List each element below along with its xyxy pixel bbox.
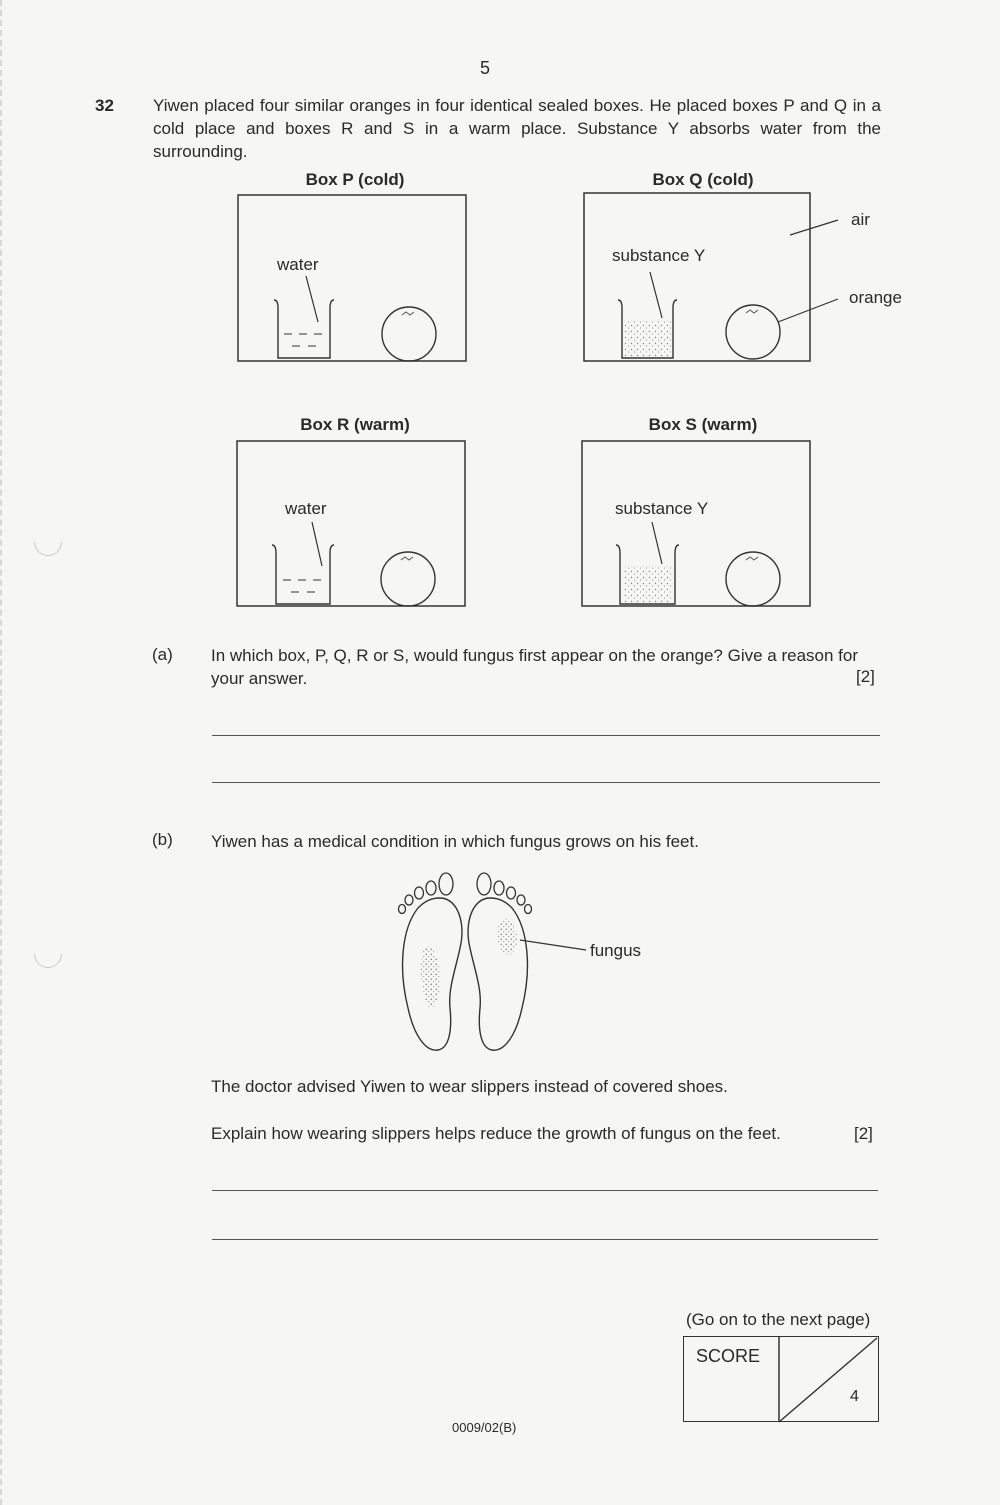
orange-icon [382,307,436,361]
box-p [238,195,466,361]
go-on-note: (Go on to the next page) [686,1310,871,1329]
answer-line[interactable] [212,782,880,783]
part-b-task: Explain how wearing slippers helps reduce the growth of fungus on the feet. [211,1124,781,1143]
beaker-water-icon [274,300,334,358]
orange-icon [381,552,435,606]
boxes-diagram [0,0,1000,640]
box-p-beaker-label: water [277,255,319,274]
box-r [237,441,465,606]
beaker-substance-y-icon [618,300,677,358]
part-a-letter: (a) [152,645,173,664]
box-s [582,441,810,606]
answer-line[interactable] [212,1190,878,1191]
air-label: air [851,210,870,229]
beaker-water-icon [272,545,334,604]
box-r-beaker-label: water [285,499,327,518]
box-q-beaker-label: substance Y [612,246,706,265]
orange-label: orange [849,288,902,307]
punch-hole [28,934,68,974]
part-a-question: In which box, P, Q, R or S, would fungus first appear on the orange? Give a reason for your answer. [211,646,858,688]
answer-line[interactable] [212,735,880,736]
right-foot-icon [468,873,531,1050]
box-s-beaker-label: substance Y [615,499,709,518]
question-stem: Yiwen placed four similar oranges in four identical sealed boxes. He placed boxes P and Q in a cold place and boxes R and S in a warm place. Substance Y absorbs water from the surrounding. [153,96,881,161]
orange-icon [726,552,780,606]
score-value: 4 [850,1388,859,1405]
box-s-title: Box S (warm) [648,415,758,434]
part-b-advice: The doctor advised Yiwen to wear slippers instead of covered shoes. [211,1077,728,1096]
page-number: 5 [480,58,491,78]
fungus-label: fungus [590,941,642,960]
score-label: SCORE [696,1346,761,1366]
paper-code: 0009/02(B) [452,1420,517,1435]
left-foot-icon [399,873,462,1050]
orange-icon [726,305,780,359]
answer-line[interactable] [212,1239,878,1240]
box-p-title: Box P (cold) [305,170,405,189]
beaker-substance-y-icon [616,545,679,604]
question-number: 32 [95,96,114,115]
part-b-intro: Yiwen has a medical condition in which fungus grows on his feet. [211,832,699,851]
feet-diagram [380,868,680,1058]
box-r-title: Box R (warm) [300,415,410,434]
part-b-marks: [2] [854,1124,873,1143]
box-q [584,193,838,361]
part-a-marks: [2] [856,667,875,686]
part-b-letter: (b) [152,830,173,849]
box-q-title: Box Q (cold) [652,170,754,189]
